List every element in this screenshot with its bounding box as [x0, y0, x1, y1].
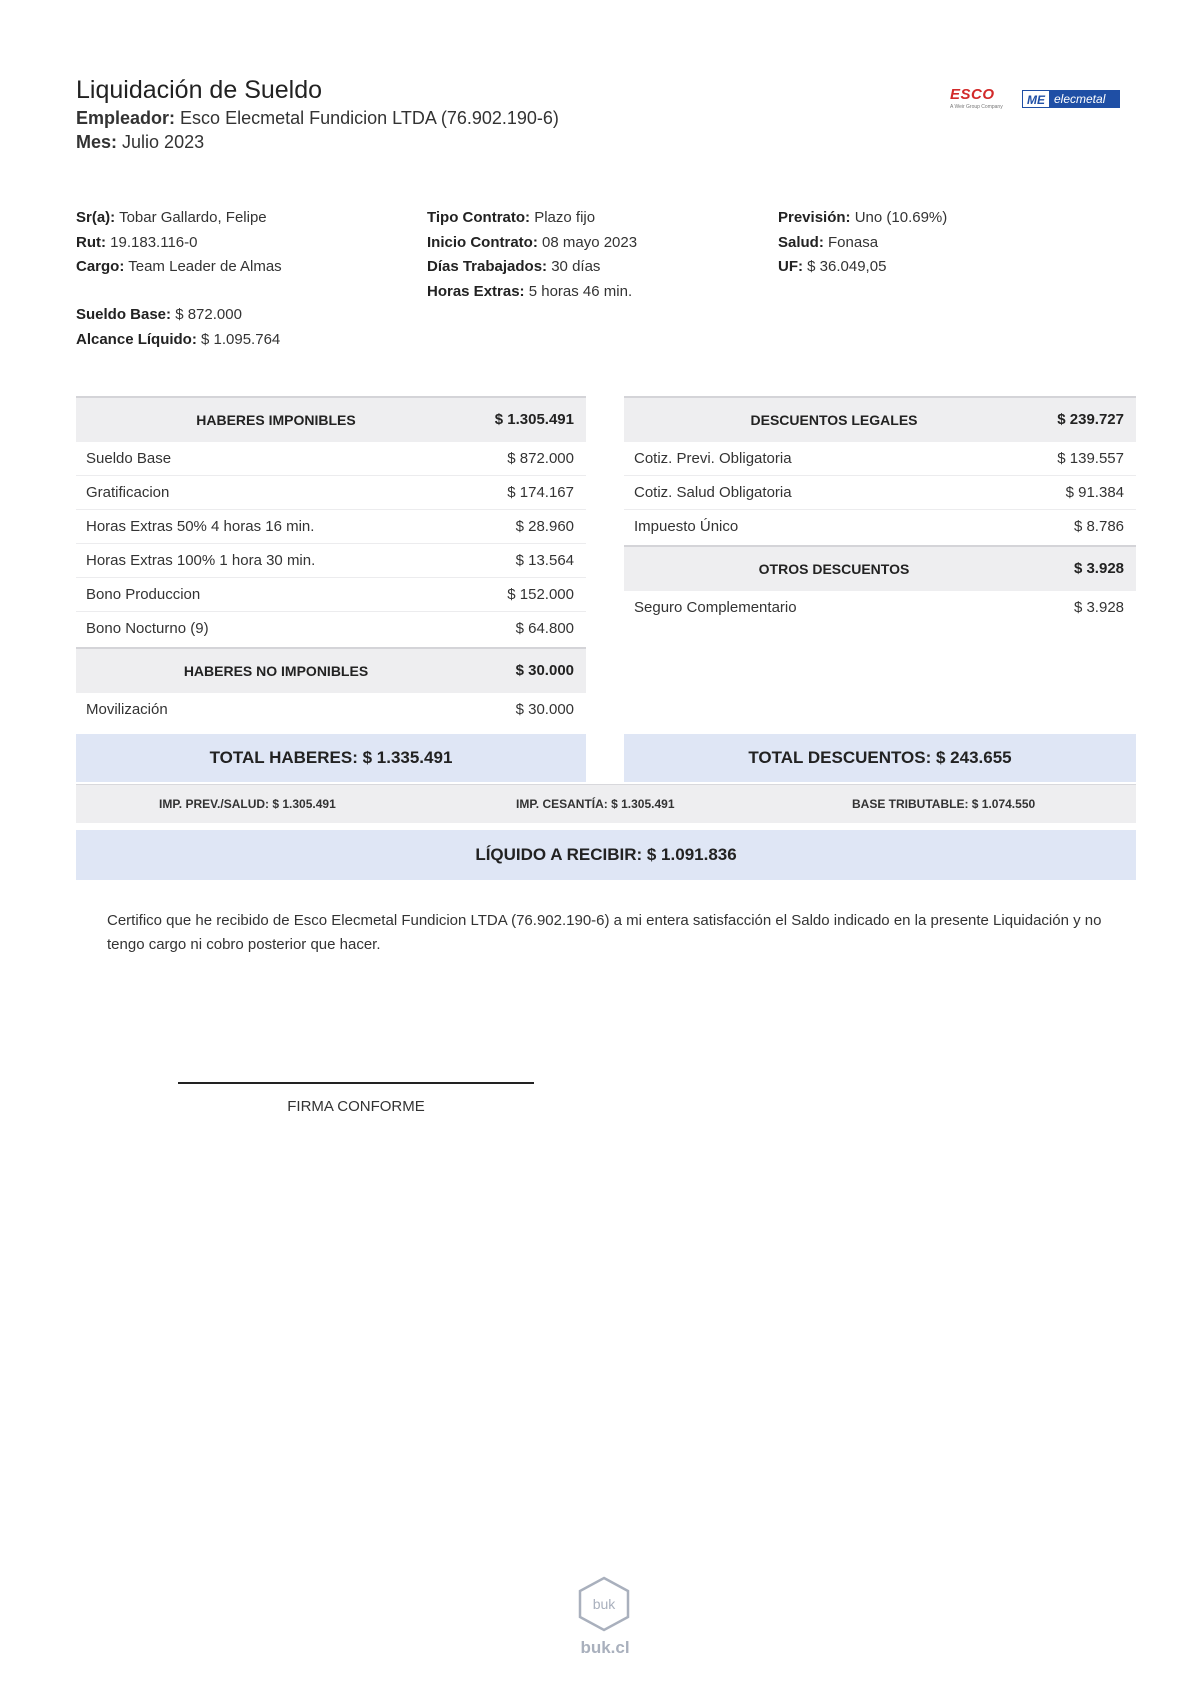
table-row: Bono Nocturno (9) $ 64.800 — [86, 620, 574, 637]
total-haberes: TOTAL HABERES: $ 1.335.491 — [76, 734, 586, 782]
descuentos-legales-title: DESCUENTOS LEGALES — [750, 412, 918, 428]
descuentos-legales-total: $ 239.727 — [1057, 411, 1124, 428]
imp-cesantia: IMP. CESANTÍA: $ 1.305.491 — [516, 797, 675, 811]
info-line-salud: Salud: Fonasa — [778, 233, 879, 251]
table-row: Horas Extras 50% 4 horas 16 min. $ 28.960 — [76, 510, 586, 544]
info-line-tipo-contrato: Tipo Contrato: Plazo fijo — [427, 209, 596, 226]
info-line-name: Sr(a): Tobar Gallardo, Felipe — [76, 209, 267, 226]
table-row: Bono Produccion $ 152.000 — [76, 578, 586, 612]
total-descuentos: TOTAL DESCUENTOS: $ 243.655 — [624, 734, 1136, 782]
month-line — [76, 132, 204, 153]
info-line-horas-extras: Horas Extras: 5 horas 46 min. — [427, 282, 633, 300]
signature-label: FIRMA CONFORME — [287, 1098, 425, 1115]
buk-site-label: buk.cl — [580, 1638, 630, 1657]
employee-info-col3 — [778, 206, 947, 280]
table-row: Horas Extras 100% 1 hora 30 min. $ 13.564 — [76, 544, 586, 578]
esco-logo: ESCO A Weir Group Company — [950, 86, 1003, 110]
month-value: Julio 2023 — [122, 132, 205, 152]
employee-info-col2 — [427, 206, 637, 304]
page-title: Liquidación de Sueldo — [76, 76, 323, 104]
employer-value: Esco Elecmetal Fundicion LTDA (76.902.190-6) — [180, 108, 559, 128]
table-row: Seguro Complementario $ 3.928 — [634, 599, 1124, 616]
table-row: Sueldo Base $ 872.000 — [76, 442, 586, 476]
table-row: Movilización $ 30.000 — [86, 701, 574, 718]
otros-descuentos-header — [624, 545, 1136, 591]
info-line-uf: UF: $ 36.049,05 — [778, 258, 887, 275]
table-row: Gratificacion $ 174.167 — [76, 476, 586, 510]
otros-descuentos-title: OTROS DESCUENTOS — [758, 561, 910, 577]
info-line-alcance-liquido: Alcance Líquido: $ 1.095.764 — [76, 330, 281, 348]
buk-hexagon-icon — [577, 1576, 631, 1632]
imp-prev-salud: IMP. PREV./SALUD: $ 1.305.491 — [159, 797, 336, 811]
haberes-imponibles-total: $ 1.305.491 — [494, 411, 574, 428]
haberes-table — [76, 396, 586, 726]
info-line-sueldo-base: Sueldo Base: $ 872.000 — [76, 306, 242, 323]
info-line-cargo: Cargo: Team Leader de Almas — [76, 258, 282, 275]
base-tributable: BASE TRIBUTABLE: $ 1.074.550 — [852, 797, 1036, 811]
info-line-dias-trabajados: Días Trabajados: 30 días — [427, 258, 601, 275]
haberes-no-imponibles-header — [76, 647, 586, 693]
info-line-prevision: Previsión: Uno (10.69%) — [778, 209, 948, 226]
haberes-imponibles-header — [76, 396, 586, 442]
table-row: Cotiz. Previ. Obligatoria $ 139.557 — [624, 442, 1136, 476]
liquido-a-recibir: LÍQUIDO A RECIBIR: $ 1.091.836 — [76, 830, 1136, 880]
info-line-inicio-contrato: Inicio Contrato: 08 mayo 2023 — [427, 233, 638, 251]
table-row: Cotiz. Salud Obligatoria $ 91.384 — [624, 476, 1136, 510]
imponibles-summary-bar — [76, 784, 1136, 823]
employee-info-col1 — [76, 206, 282, 280]
haberes-no-imponibles-title: HABERES NO IMPONIBLES — [183, 663, 369, 679]
otros-descuentos-total: $ 3.928 — [1073, 560, 1124, 577]
certification-text: Certifico que he recibido de Esco Elecmetal Fundicion LTDA (76.902.190-6) a mi entera satisfacción el Saldo indicado en la presente Liquidación y no tengo cargo ni cobro posterior que hacer. — [107, 912, 1102, 953]
employer-label: Empleador: — [76, 108, 176, 128]
signature-line — [178, 1082, 534, 1084]
table-row: Impuesto Único $ 8.786 — [634, 518, 1124, 535]
month-label: Mes: — [76, 132, 118, 152]
descuentos-table — [624, 396, 1136, 624]
employee-info-col1b — [76, 303, 280, 352]
haberes-imponibles-title: HABERES IMPONIBLES — [196, 412, 356, 428]
haberes-no-imponibles-total: $ 30.000 — [515, 662, 574, 679]
employer-line — [76, 108, 559, 129]
elecmetal-logo: ME elecmetal — [1022, 89, 1120, 109]
svg-text:buk: buk — [592, 1596, 616, 1612]
descuentos-legales-header — [624, 396, 1136, 442]
company-logos — [950, 86, 1120, 116]
info-line-rut: Rut: 19.183.116-0 — [76, 233, 198, 251]
